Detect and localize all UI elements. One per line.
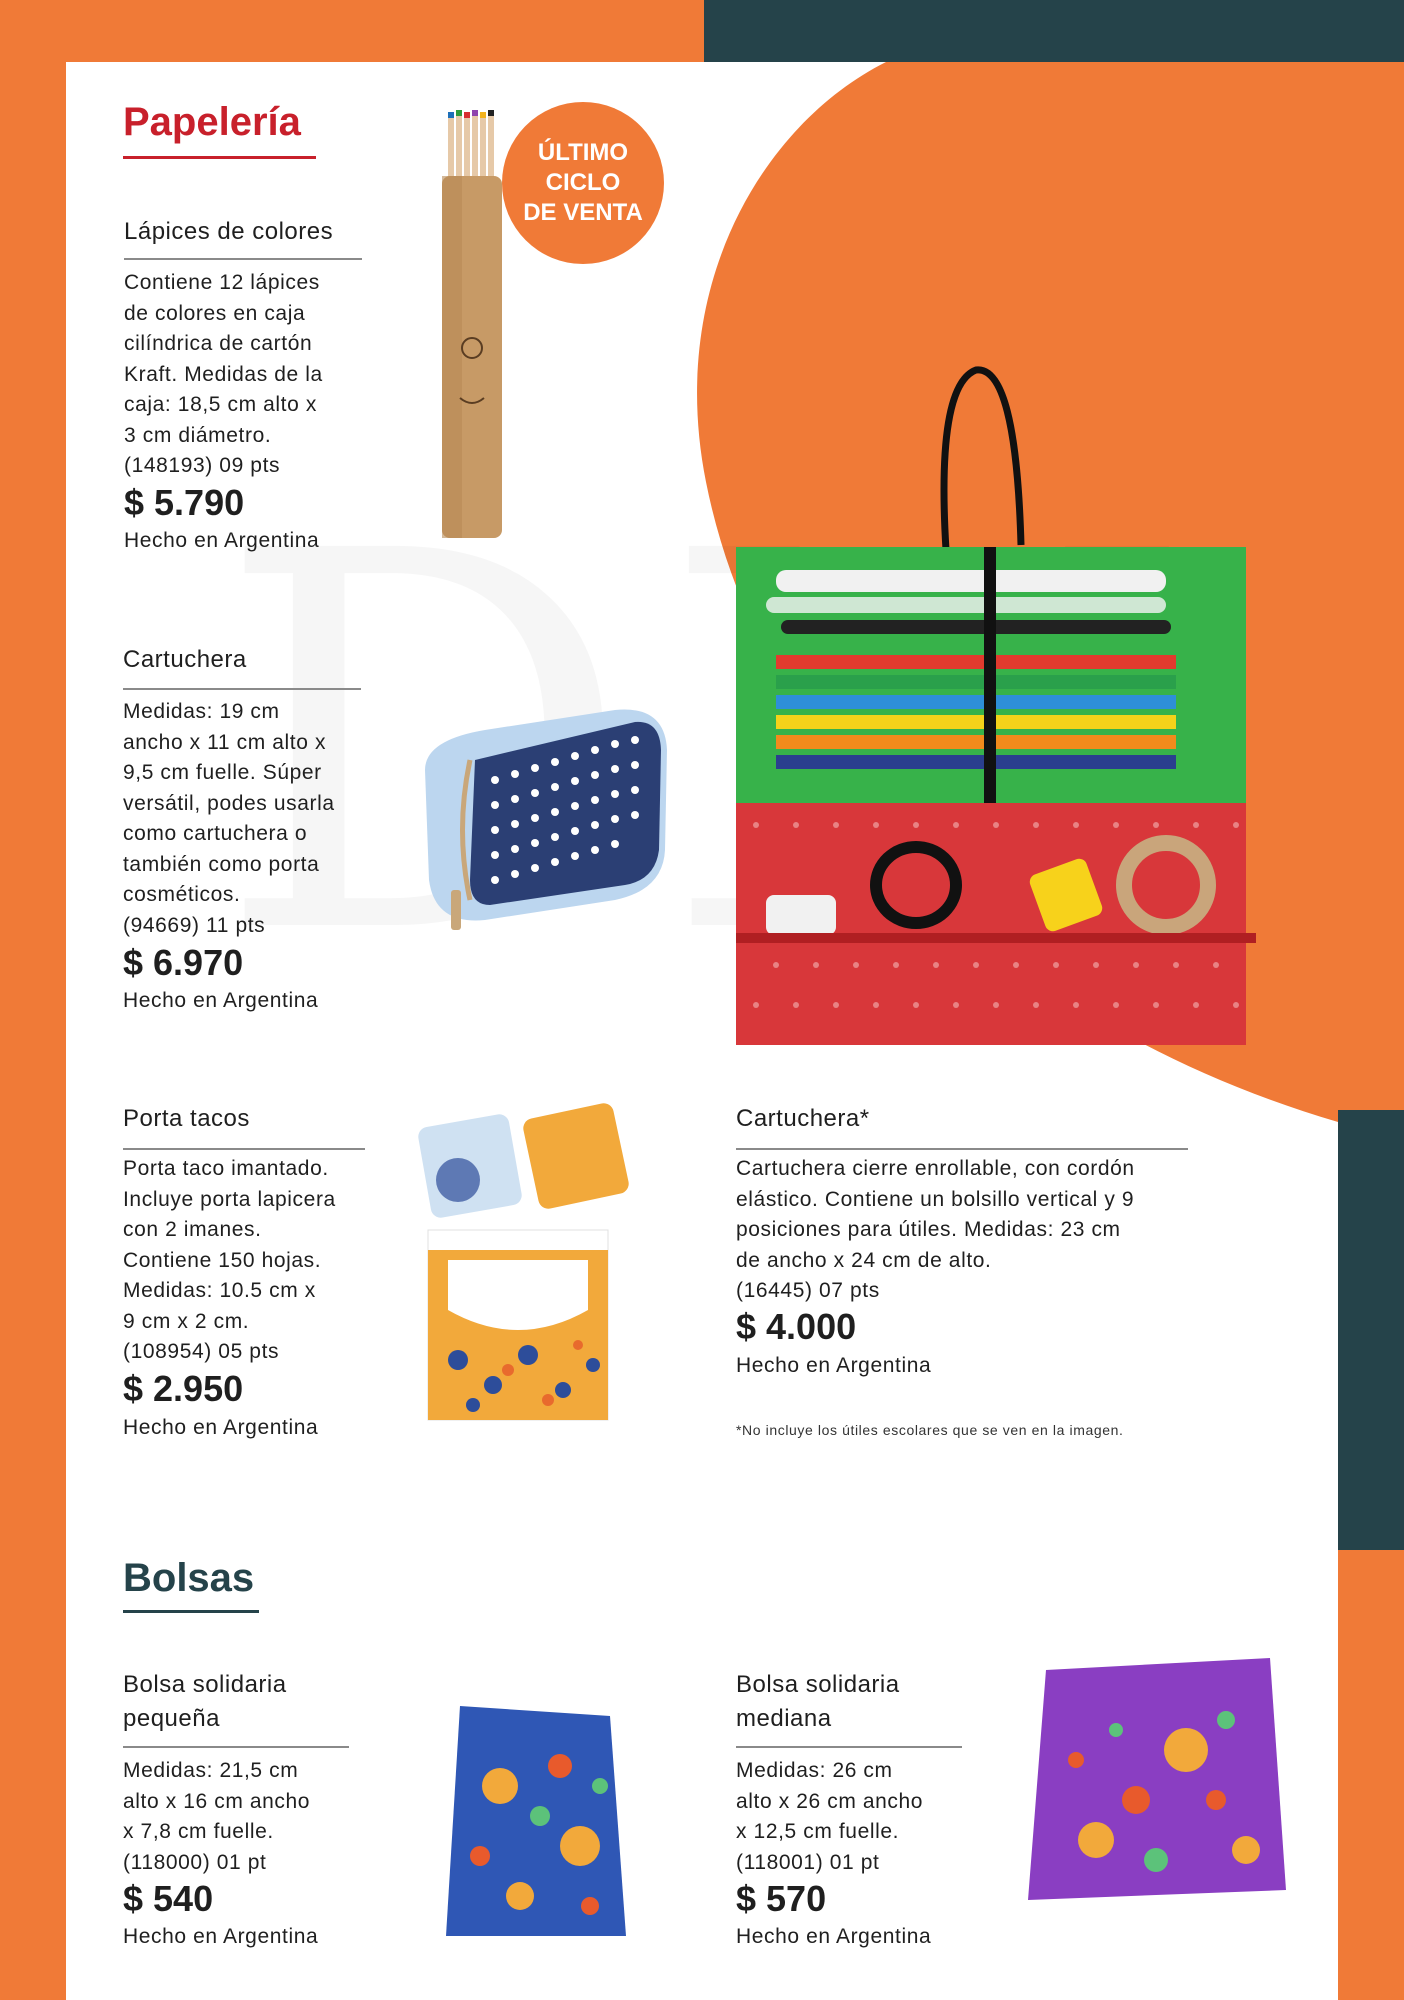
made-in: Hecho en Argentina bbox=[123, 1925, 319, 1948]
desc-line: también como porta bbox=[123, 852, 320, 876]
name-line: Bolsa solidaria bbox=[123, 1671, 287, 1698]
desc-line: elástico. Contiene un bolsillo vertical y 9 bbox=[736, 1187, 1135, 1211]
section-underline-papeleria bbox=[123, 156, 316, 159]
product-name bbox=[736, 1668, 900, 1736]
product-description bbox=[124, 268, 384, 482]
pouch-image bbox=[415, 700, 675, 950]
footnote: *No incluye los útiles escolares que se ven en la imagen. bbox=[736, 1422, 1124, 1438]
badge-line-3: DE VENTA bbox=[523, 199, 643, 226]
product-price: $ 5.790 bbox=[124, 482, 245, 523]
small-gift-bag-image bbox=[440, 1676, 640, 1946]
desc-line: Contiene 12 lápices bbox=[124, 271, 320, 294]
section-underline-bolsas bbox=[123, 1610, 259, 1613]
desc-line: alto x 26 cm ancho bbox=[736, 1789, 924, 1813]
desc-line: Medidas: 19 cm bbox=[123, 700, 280, 723]
name-line: mediana bbox=[736, 1705, 832, 1732]
product-rule bbox=[736, 1746, 962, 1748]
product-description bbox=[736, 1756, 996, 1878]
desc-line: Porta taco imantado. bbox=[123, 1157, 329, 1180]
desc-line: con 2 imanes. bbox=[123, 1218, 262, 1241]
product-name bbox=[123, 1668, 287, 1736]
product-rule bbox=[123, 688, 361, 690]
name-line: Bolsa solidaria bbox=[736, 1671, 900, 1698]
desc-line: x 7,8 cm fuelle. bbox=[123, 1820, 274, 1843]
product-name: Cartuchera* bbox=[736, 1105, 870, 1132]
desc-line: x 12,5 cm fuelle. bbox=[736, 1820, 900, 1843]
made-in: Hecho en Argentina bbox=[736, 1354, 932, 1377]
product-price: $ 2.950 bbox=[123, 1368, 244, 1409]
made-in: Hecho en Argentina bbox=[123, 989, 319, 1012]
product-rule bbox=[736, 1148, 1188, 1150]
memo-holder-image bbox=[418, 1100, 648, 1430]
product-price: $ 570 bbox=[736, 1878, 827, 1919]
desc-line: cosméticos. bbox=[123, 883, 241, 906]
product-code: (118000) 01 pt bbox=[123, 1850, 267, 1874]
product-description bbox=[123, 697, 403, 941]
desc-line: Medidas: 26 cm bbox=[736, 1759, 893, 1782]
desc-line: Medidas: 21,5 cm bbox=[123, 1759, 299, 1782]
desc-line: posiciones para útiles. Medidas: 23 cm bbox=[736, 1218, 1121, 1241]
product-rule bbox=[124, 258, 362, 260]
desc-line: como cartuchera o bbox=[123, 822, 308, 845]
desc-line: 9,5 cm fuelle. Súper bbox=[123, 761, 322, 784]
desc-line: 9 cm x 2 cm. bbox=[123, 1309, 250, 1333]
desc-line: Medidas: 10.5 cm x bbox=[123, 1279, 316, 1302]
made-in: Hecho en Argentina bbox=[124, 529, 320, 552]
product-code: (16445) 07 pts bbox=[736, 1279, 880, 1302]
desc-line: Kraft. Medidas de la bbox=[124, 362, 323, 386]
product-code: (148193) 09 pts bbox=[124, 454, 281, 477]
product-description bbox=[736, 1154, 1296, 1307]
product-name: Cartuchera bbox=[123, 646, 247, 673]
product-code: (108954) 05 pts bbox=[123, 1340, 280, 1363]
product-code: (118001) 01 pt bbox=[736, 1850, 880, 1874]
desc-line: 3 cm diámetro. bbox=[124, 423, 272, 447]
made-in: Hecho en Argentina bbox=[736, 1925, 932, 1948]
product-price: $ 6.970 bbox=[123, 942, 244, 983]
desc-line: ancho x 11 cm alto x bbox=[123, 730, 327, 754]
desc-line: Contiene 150 hojas. bbox=[123, 1248, 322, 1272]
desc-line: Cartuchera cierre enrollable, con cordón bbox=[736, 1157, 1135, 1180]
desc-line: Incluye porta lapicera bbox=[123, 1187, 336, 1211]
product-price: $ 540 bbox=[123, 1878, 214, 1919]
product-description bbox=[123, 1756, 383, 1878]
made-in: Hecho en Argentina bbox=[123, 1416, 319, 1439]
section-title-bolsas: Bolsas bbox=[123, 1556, 255, 1600]
desc-line: versátil, podes usarla bbox=[123, 791, 335, 815]
right-dark-band bbox=[1338, 1110, 1404, 1550]
product-name: Porta tacos bbox=[123, 1105, 250, 1132]
product-rule bbox=[123, 1746, 349, 1748]
badge-line-2: CICLO bbox=[545, 169, 621, 196]
product-description bbox=[123, 1154, 403, 1368]
product-rule bbox=[123, 1148, 365, 1150]
roll-up-pencil-case-image bbox=[736, 365, 1296, 1055]
desc-line: cilíndrica de cartón bbox=[124, 332, 313, 355]
section-title-papeleria: Papelería bbox=[123, 100, 301, 144]
colored-pencils-tube-image bbox=[430, 108, 530, 548]
desc-line: caja: 18,5 cm alto x bbox=[124, 393, 317, 416]
desc-line: de ancho x 24 cm de alto. bbox=[736, 1248, 992, 1272]
badge-line-1: ÚLTIMO bbox=[537, 139, 629, 166]
desc-line: alto x 16 cm ancho bbox=[123, 1789, 311, 1813]
medium-gift-bag-image bbox=[1016, 1650, 1296, 1930]
product-code: (94669) 11 pts bbox=[123, 913, 266, 937]
product-price: $ 4.000 bbox=[736, 1306, 857, 1347]
product-name: Lápices de colores bbox=[124, 218, 334, 245]
name-line: pequeña bbox=[123, 1705, 220, 1732]
top-dark-band bbox=[704, 0, 1404, 62]
desc-line: de colores en caja bbox=[124, 301, 306, 325]
